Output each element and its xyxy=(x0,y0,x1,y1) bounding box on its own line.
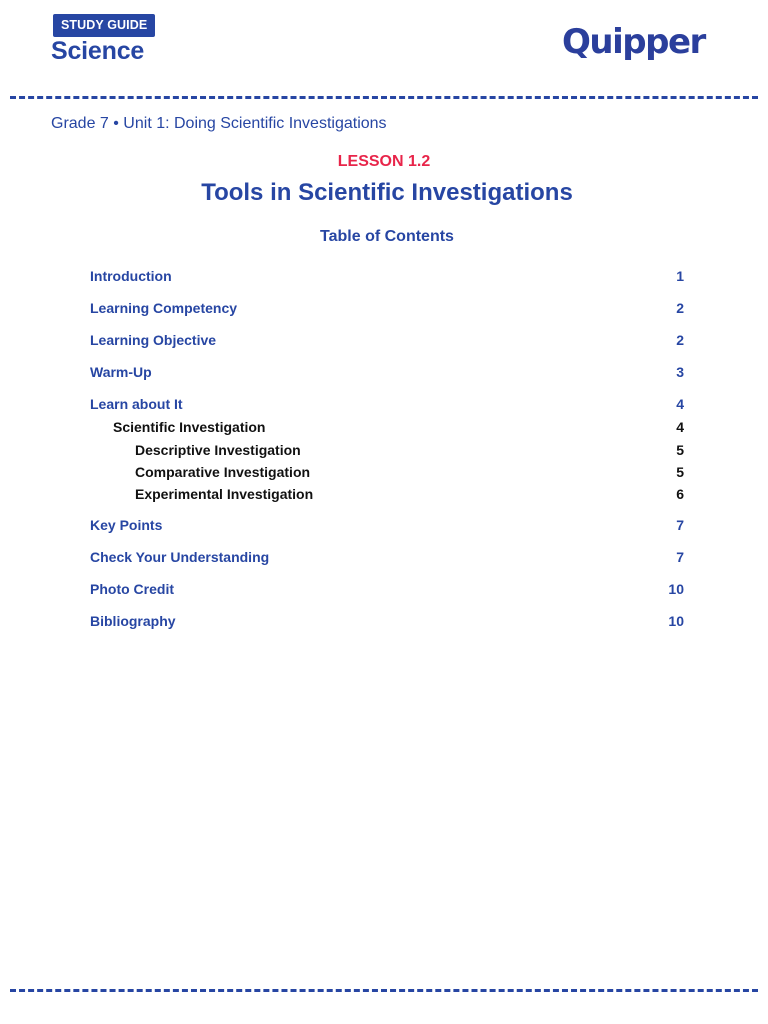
toc-entry-label: Bibliography xyxy=(90,613,176,629)
toc-entry-label: Comparative Investigation xyxy=(135,464,311,480)
toc-entry-learning-competency[interactable] xyxy=(90,298,684,318)
breadcrumb: Grade 7 • Unit 1: Doing Scientific Investigations xyxy=(51,115,387,132)
toc-entry-page: 6 xyxy=(676,486,684,502)
quipper-logo: Quipper xyxy=(562,22,705,62)
toc-entry-descriptive-investigation[interactable] xyxy=(90,440,684,460)
toc-entry-label: Introduction xyxy=(90,268,172,284)
toc-entry-label: Key Points xyxy=(90,517,163,533)
toc-entry-page: 1 xyxy=(676,268,684,284)
toc-entry-label: Check Your Understanding xyxy=(90,549,270,565)
toc-entry-experimental-investigation[interactable] xyxy=(90,484,684,504)
toc-entry-label: Photo Credit xyxy=(90,581,174,597)
toc-heading: Table of Contents xyxy=(320,228,454,245)
lesson-title: Tools in Scientific Investigations xyxy=(201,179,573,206)
bottom-divider xyxy=(10,989,758,992)
toc-entry-check-your-understanding[interactable] xyxy=(90,547,684,567)
toc-entry-page: 5 xyxy=(676,442,684,458)
toc-entry-key-points[interactable] xyxy=(90,515,684,535)
toc-entry-comparative-investigation[interactable] xyxy=(90,462,684,482)
toc-entry-label: Learning Objective xyxy=(90,332,217,348)
toc-entry-page: 10 xyxy=(668,613,684,629)
toc-entry-page: 4 xyxy=(676,396,684,412)
toc-entry-label: Scientific Investigation xyxy=(113,419,266,435)
toc-entry-label: Warm-Up xyxy=(90,364,152,380)
toc-entry-page: 5 xyxy=(676,464,684,480)
toc-entry-page: 7 xyxy=(676,517,684,533)
toc-entry-warm-up[interactable] xyxy=(90,362,684,382)
toc-entry-page: 7 xyxy=(676,549,684,565)
toc-entry-scientific-investigation[interactable] xyxy=(90,417,684,437)
toc-entry-introduction[interactable] xyxy=(90,266,684,286)
subject-title: Science xyxy=(51,37,145,65)
toc-entry-page: 3 xyxy=(676,364,684,380)
toc-entry-label: Learn about It xyxy=(90,396,183,412)
toc-entry-learn-about-it[interactable] xyxy=(90,394,684,414)
toc-entry-label: Descriptive Investigation xyxy=(135,442,301,458)
toc-entry-label: Learning Competency xyxy=(90,300,238,316)
toc-entry-label: Experimental Investigation xyxy=(135,486,314,502)
toc-entry-page: 2 xyxy=(676,332,684,348)
lesson-number: LESSON 1.2 xyxy=(337,153,431,170)
toc-entry-bibliography[interactable] xyxy=(90,611,684,631)
toc-entry-page: 10 xyxy=(668,581,684,597)
toc-entry-page: 2 xyxy=(676,300,684,316)
toc-entry-photo-credit[interactable] xyxy=(90,579,684,599)
study-guide-badge: STUDY GUIDE xyxy=(53,14,155,37)
toc-entry-page: 4 xyxy=(676,419,684,435)
toc-entry-learning-objective[interactable] xyxy=(90,330,684,350)
